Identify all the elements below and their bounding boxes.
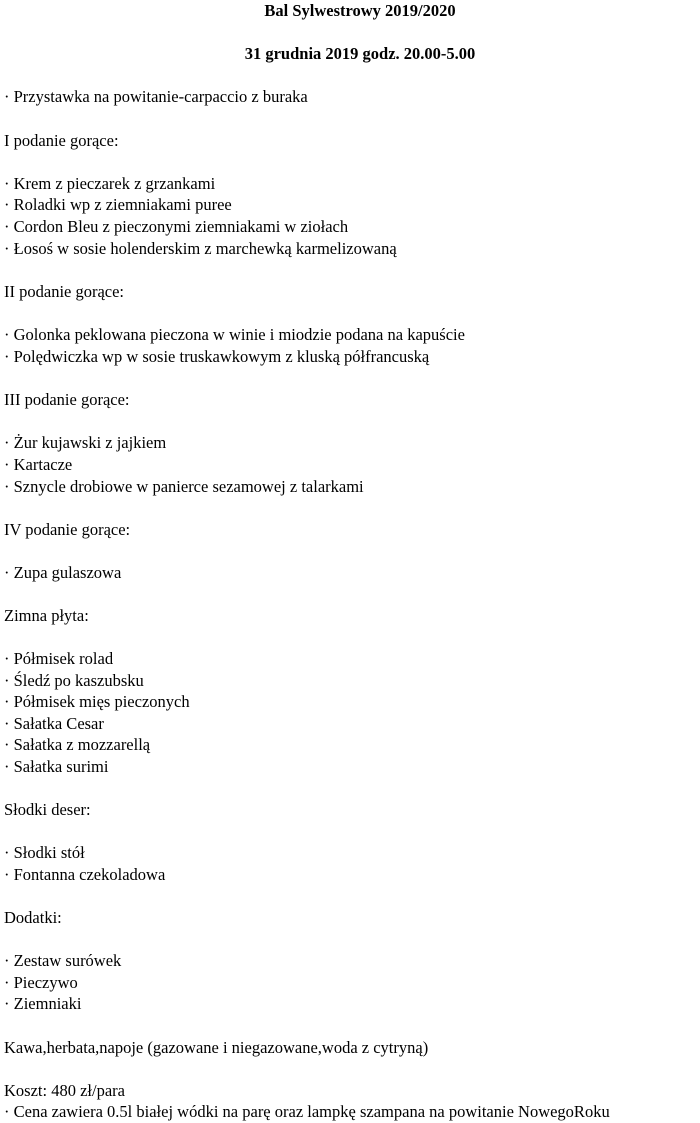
price-line: Koszt: 480 zł/para: [4, 1081, 125, 1100]
list-item: · Żur kujawski z jajkiem: [4, 433, 167, 452]
list-item: · Cordon Bleu z pieczonymi ziemniakami w ziołach: [4, 217, 349, 236]
drinks-line: Kawa,herbata,napoje (gazowane i niegazowane,woda z cytryną): [4, 1038, 429, 1057]
list-item: · Półmisek rolad: [4, 649, 114, 668]
course4-heading: IV podanie gorące:: [4, 520, 131, 539]
extras-heading: Dodatki:: [4, 908, 62, 927]
list-item: · Łosoś w sosie holenderskim z marchewką karmelizowaną: [4, 239, 397, 258]
course2-heading: II podanie gorące:: [4, 282, 125, 301]
list-item: · Ziemniaki: [4, 994, 82, 1013]
list-item: · Roladki wp z ziemniakami puree: [4, 195, 232, 214]
welcome-item: · Przystawka na powitanie-carpaccio z buraka: [4, 87, 308, 106]
list-item: · Sałatka z mozzarellą: [4, 735, 151, 754]
list-item: · Fontanna czekoladowa: [4, 865, 166, 884]
list-item: · Kartacze: [4, 455, 73, 474]
list-item: · Sałatka surimi: [4, 757, 109, 776]
event-date: 31 grudnia 2019 godz. 20.00-5.00: [244, 44, 476, 63]
list-item: · Krem z pieczarek z grzankami: [4, 174, 216, 193]
list-item: · Zestaw surówek: [4, 951, 122, 970]
dessert-heading: Słodki deser:: [4, 800, 91, 819]
list-item: · Golonka peklowana pieczona w winie i miodzie podana na kapuście: [4, 325, 465, 344]
list-item: · Pieczywo: [4, 973, 78, 992]
list-item: · Słodki stół: [4, 843, 85, 862]
course3-heading: III podanie gorące:: [4, 390, 130, 409]
list-item: · Śledź po kaszubsku: [4, 671, 144, 690]
list-item: · Półmisek mięs pieczonych: [4, 692, 190, 711]
list-item: · Polędwiczka wp w sosie truskawkowym z kluską półfrancuską: [4, 347, 430, 366]
cold-heading: Zimna płyta:: [4, 606, 89, 625]
price-note: · Cena zawiera 0.5l białej wódki na parę oraz lampkę szampana na powitanie NowegoRoku: [4, 1102, 610, 1121]
course1-heading: I podanie gorące:: [4, 131, 119, 150]
list-item: · Sznycle drobiowe w panierce sezamowej z talarkami: [4, 477, 364, 496]
list-item: · Sałatka Cesar: [4, 714, 104, 733]
list-item: · Zupa gulaszowa: [4, 563, 122, 582]
page-title: Bal Sylwestrowy 2019/2020: [264, 1, 456, 20]
